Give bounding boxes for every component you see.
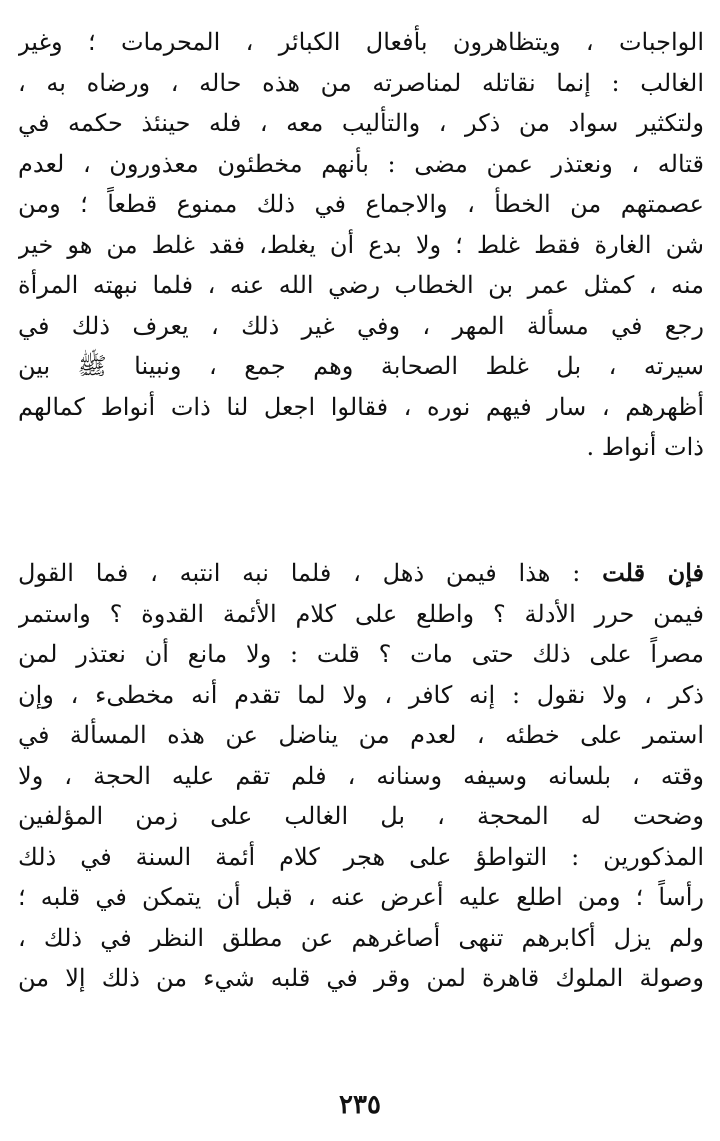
text-line: ولم يزل أكابرهم تنهى أصاغرهم عن مطلق النظر في ذلك ، (18, 923, 704, 952)
text-line: المذكورين : التواطؤ على هجر كلام أئمة السنة في ذلك (18, 842, 704, 871)
text-line: وصولة الملوك قاهرة لمن وقر في قلبه شيء من ذلك إلا من (18, 964, 704, 992)
text-line: فيمن حرر الأدلة ؟ واطلع على كلام الأئمة القدوة ؟ واستمر (18, 599, 704, 628)
text-line: عصمتهم من الخطأ ، والاجماع في ذلك ممنوع قطعاً ؛ ومن (18, 190, 704, 218)
text-line: سيرته ، بل غلط الصحابة وهم جمع ، ونبينا ﷺ بين (18, 352, 704, 380)
text-line: ولتكثير سواد من ذكر ، والتأليب معه ، فله حينئذ حكمه في (18, 109, 704, 137)
text-line: منه ، كمثل عمر بن الخطاب رضي الله عنه ، فلما نبهته المرأة (18, 271, 704, 299)
text-line: مصراً على ذلك حتى مات ؟ قلت : ولا مانع أن نعتذر لمن (18, 640, 704, 668)
text-line-last: ذات أنواط . (586, 433, 704, 461)
text-line: استمر على خطئه ، لعدم من يناضل عن هذه المسألة في (18, 721, 704, 749)
text-line: الواجبات ، ويتظاهرون بأفعال الكبائر ، المحرمات ؛ وغير (18, 28, 704, 56)
text-line: قتاله ، ونعتذر عمن مضى : بأنهم مخطئون معذورون ، لعدم (18, 149, 704, 178)
text-line: وضحت له المحجة ، بل الغالب على زمن المؤلفين (18, 802, 704, 830)
text-line: شن الغارة فقط غلط ؛ ولا بدع أن يغلط، فقد غلط من هو خير (18, 230, 704, 259)
text-line: أظهرهم ، سار فيهم نوره ، فقالوا اجعل لنا ذات أنواط كمالهم (18, 392, 704, 421)
paragraph-2 (18, 553, 704, 999)
text-line: ذكر ، ولا نقول : إنه كافر ، ولا لما تقدم أنه مخطىء ، وإن (18, 680, 704, 709)
first-line-rest: : هذا فيمن ذهل ، فلما نبه انتبه ، فما القول (18, 559, 581, 587)
paragraph-1 (18, 22, 704, 468)
text-line: رجع في مسألة المهر ، وفي غير ذلك ، يعرف ذلك في (18, 311, 704, 340)
paragraph-lead: فإن قلت (602, 558, 704, 587)
text-line: الغالب : إنما نقاتله لمناصرته من هذه حاله ، ورضاه به ، (18, 68, 704, 97)
text-line: رأساً ؛ ومن اطلع عليه أعرض عنه ، قبل أن يتمكن في قلبه ؛ (18, 883, 704, 911)
text-line-first (18, 553, 704, 594)
text-line: وقته ، بلسانه وسيفه وسنانه ، فلم تقم عليه الحجة ، ولا (18, 761, 704, 790)
page-number: ٢٣٥ (339, 1090, 381, 1120)
